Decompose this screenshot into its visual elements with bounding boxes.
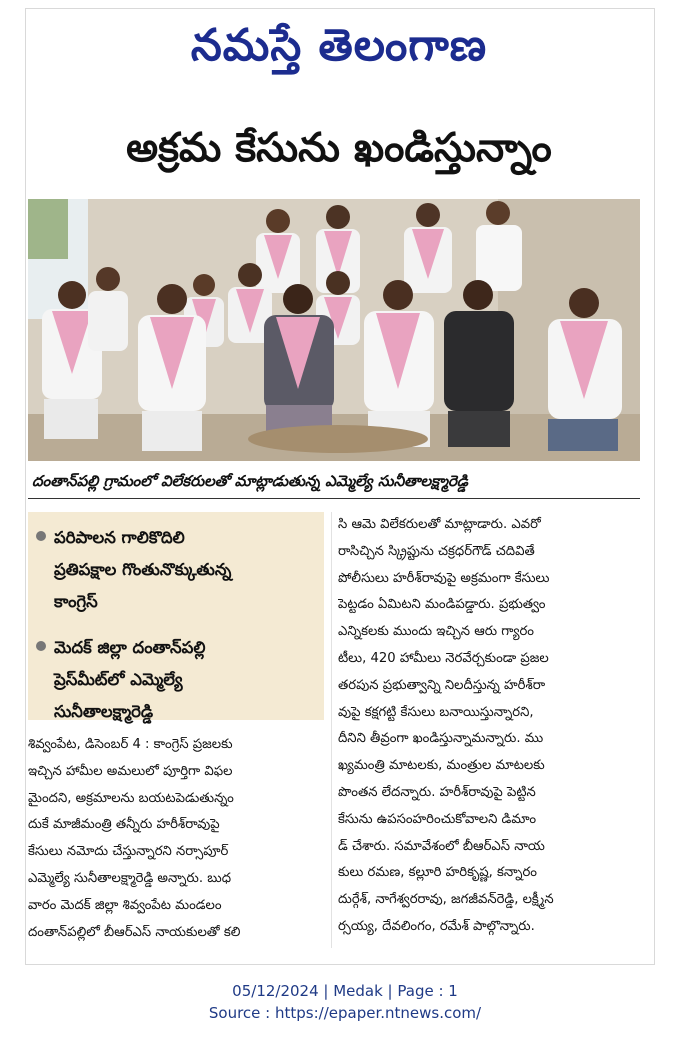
highlights-box	[28, 512, 324, 720]
footer-dateline: 05/12/2024 | Medak | Page : 1	[232, 982, 458, 1000]
column-divider	[331, 512, 332, 948]
caption-divider	[28, 498, 640, 499]
highlight-item	[36, 522, 318, 618]
newspaper-masthead: నమస్తే తెలంగాణ	[190, 20, 488, 71]
cropped-next-article-edge	[28, 950, 640, 960]
highlight-item	[36, 632, 318, 728]
bullet-icon	[36, 641, 46, 651]
highlight-text: పరిపాలన గాలికొదిలి ప్రతిపక్షాల గొంతునొక్కుతున్న కాంగ్రెస్	[54, 528, 232, 611]
article-photo	[28, 199, 640, 461]
article-body-right-column: సి ఆమె విలేకరులతో మాట్లాడారు. ఎవరో రాసిచ్చిన స్క్రిప్టును చక్రధర్‌గౌడ్ చదివితే పోలీసులు హరీశ్‌రావుపై అక్రమంగా కేసులు పెట్టడం ఏమిటని మండిపడ్డారు. ప్రభుత్వం ఎన్నికలకు ముందు ఇచ్చిన ఆరు గ్యారం టీలు, 420 హామీలు నెరవేర్చకుండా ప్రజల తరపున ప్రభుత్వాన్ని నిలదీస్తున్న హరీశ్‌రా వుపై కక్షగట్టి కేసులు బనాయిస్తున్నారని, దీనిని తీవ్రంగా ఖండిస్తున్నామన్నారు. ము ఖ్యమంత్రి మాటలకు, మంత్రుల మాటలకు పొంతన లేదన్నారు. హరీశ్‌రావుపై పెట్టిన కేసును ఉపసంహరించుకోవాలని డిమాం డ్ చేశారు. సమావేశంలో బీఆర్‌ఎస్ నాయ కులు రమణ, కల్లూరి హరికృష్ణ, కన్నారం దుర్గేశ్, నాగేశ్వరరావు, జగజీవన్‌రెడ్డి, లక్ష్మీన ర్సయ్య, దేవలింగం, రమేశ్ పాల్గొన్నారు.	[338, 517, 554, 934]
bullet-icon	[36, 531, 46, 541]
highlight-text: మెదక్ జిల్లా దంతాన్‌పల్లి ప్రెస్‌మీట్‌లో ఎమ్మెల్యే సునీతాలక్ష్మారెడ్డి	[54, 638, 206, 721]
footer-source-link[interactable]: Source : https://epaper.ntnews.com/	[208, 1004, 482, 1022]
article-body-left-column: శివ్వంపేట, డిసెంబర్ 4 : కాంగ్రెస్ ప్రజలకు ఇచ్చిన హామీల అమలులో పూర్తిగా విఫల మైందని, అక్రమాలను బయటపెడుతున్నం దుకే మాజీమంత్రి తన్నీరు హరీశ్‌రావుపై కేసులు నమోదు చేస్తున్నారని నర్సాపూర్ ఎమ్మెల్యే సునీతాలక్ష్మారెడ్డి అన్నారు. బుధ వారం మెదక్ జిల్లా శివ్వంపేట మండలం దంతాన్‌పల్లిలో బీఆర్‌ఎస్ నాయకులతో కలి	[28, 737, 241, 940]
article-headline: అక్రమ కేసును ఖండిస్తున్నాం	[126, 125, 552, 171]
photo-caption: దంతాన్‌పల్లి గ్రామంలో విలేకరులతో మాట్లాడుతున్న ఎమ్మెల్యే సునీతాలక్ష్మారెడ్డి	[32, 472, 468, 490]
